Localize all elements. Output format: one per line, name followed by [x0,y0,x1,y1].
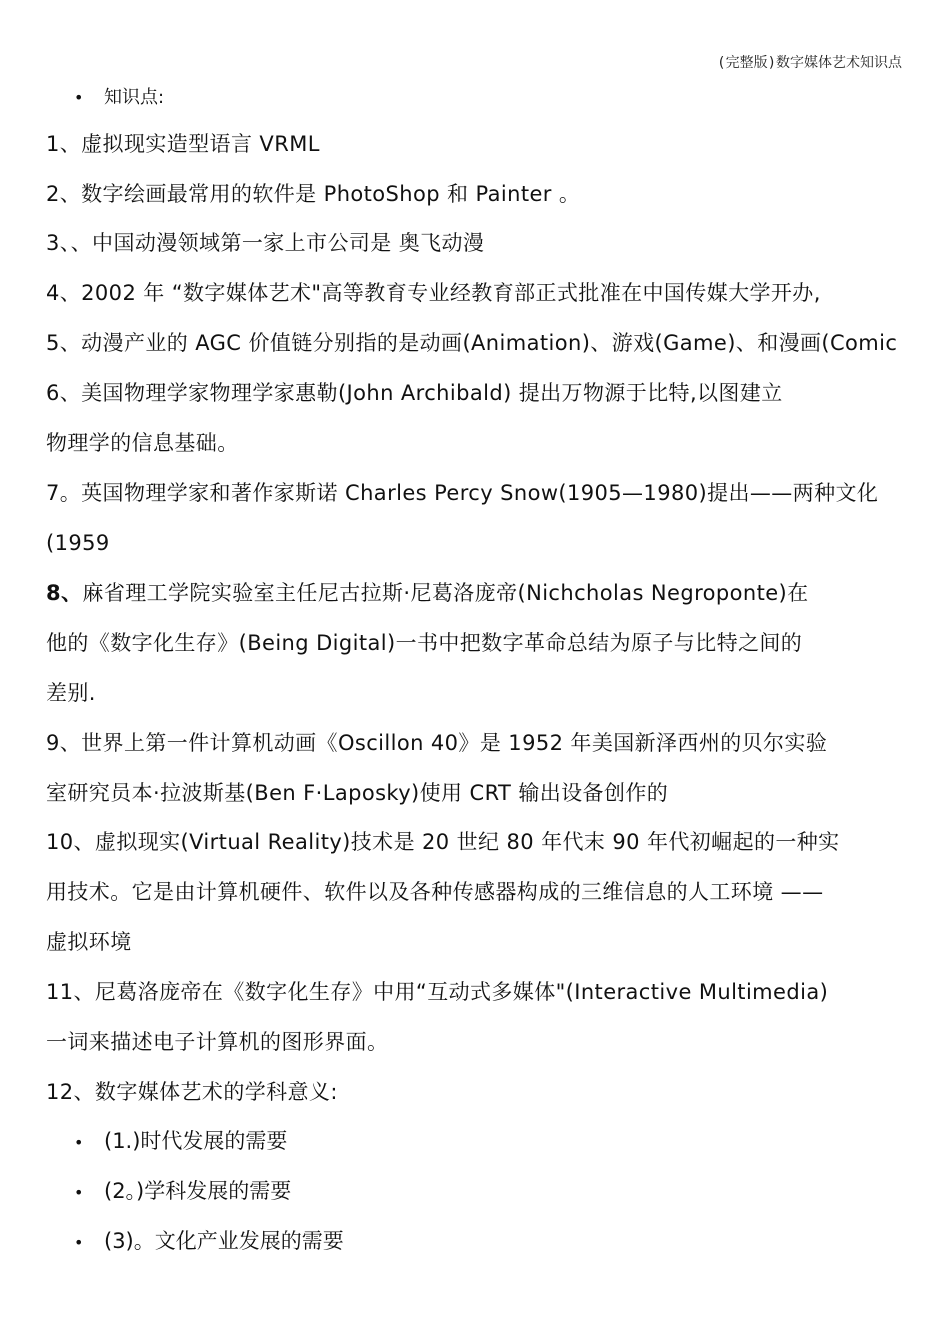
intro-label: 知识点: [104,87,165,108]
text-line-12: 12、数字媒体艺术的学科意义: [46,1080,338,1104]
text-line-3: 3、、中国动漫领域第一家上市公司是 奥飞动漫 [46,231,485,255]
text-line-6: 6、美国物理学家物理学家惠勒(John Archibald) 提出万物源于比特,以图建立 [46,381,783,405]
text-line-8c: 差别. [46,681,96,705]
text-line-6b: 物理学的信息基础。 [46,431,239,455]
text-line-11: 11、尼葛洛庞帝在《数字化生存》中用“互动式多媒体"(Interactive Multimedia) [46,980,829,1004]
bullet-icon: • [74,1183,84,1202]
page-header-title: (完整版)数字媒体艺术知识点 [717,55,902,71]
list-item-text: (2。)学科发展的需要 [104,1179,292,1203]
bullet-icon: • [74,88,84,107]
text-line-2: 2、数字绘画最常用的软件是 PhotoShop 和 Painter 。 [46,182,581,206]
text-line-9b: 室研究员本·拉波斯基(Ben F·Laposky)使用 CRT 输出设备创作的 [46,781,669,805]
text-line-1: 1、虚拟现实造型语言 VRML [46,132,320,156]
bullet-icon: • [74,1133,84,1152]
list-item [74,1226,344,1258]
list-item-text: (3)。文化产业发展的需要 [104,1229,344,1253]
text-line-8 [46,578,906,608]
intro-bullet-item [74,83,164,113]
list-item [74,1176,291,1208]
text-line-8b: 他的《数字化生存》(Being Digital)一书中把数字革命总结为原子与比特之间的 [46,631,803,655]
item-8-number: 8、 [46,581,83,605]
list-item-text: (1.)时代发展的需要 [104,1129,288,1153]
text-line-10: 10、虚拟现实(Virtual Reality)技术是 20 世纪 80 年代末 90 年代初崛起的一种实 [46,830,840,854]
text-line-11b: 一词来描述电子计算机的图形界面。 [46,1030,389,1054]
text-line-9: 9、世界上第一件计算机动画《Oscillon 40》是 1952 年美国新泽西州的贝尔实验 [46,731,828,755]
text-line-5: 5、动漫产业的 AGC 价值链分别指的是动画(Animation)、游戏(Game)、和漫画(Comic [46,331,898,355]
text-line-7: 7。英国物理学家和著作家斯诺 Charles Percy Snow(1905—1980)提出——两种文化 [46,481,879,505]
text-line-10c: 虚拟环境 [46,930,132,954]
bullet-icon: • [74,1233,84,1252]
text-line-10b: 用技术。它是由计算机硬件、软件以及各种传感器构成的三维信息的人工环境 —— [46,880,824,904]
list-item [74,1126,287,1158]
text-line-4: 4、2002 年 “数字媒体艺术"高等教育专业经教育部正式批准在中国传媒大学开办, [46,281,821,305]
text-line-7b: (1959 [46,531,110,555]
item-8-text: 麻省理工学院实验室主任尼古拉斯·尼葛洛庞帝(Nichcholas Negroponte)在 [82,581,809,605]
